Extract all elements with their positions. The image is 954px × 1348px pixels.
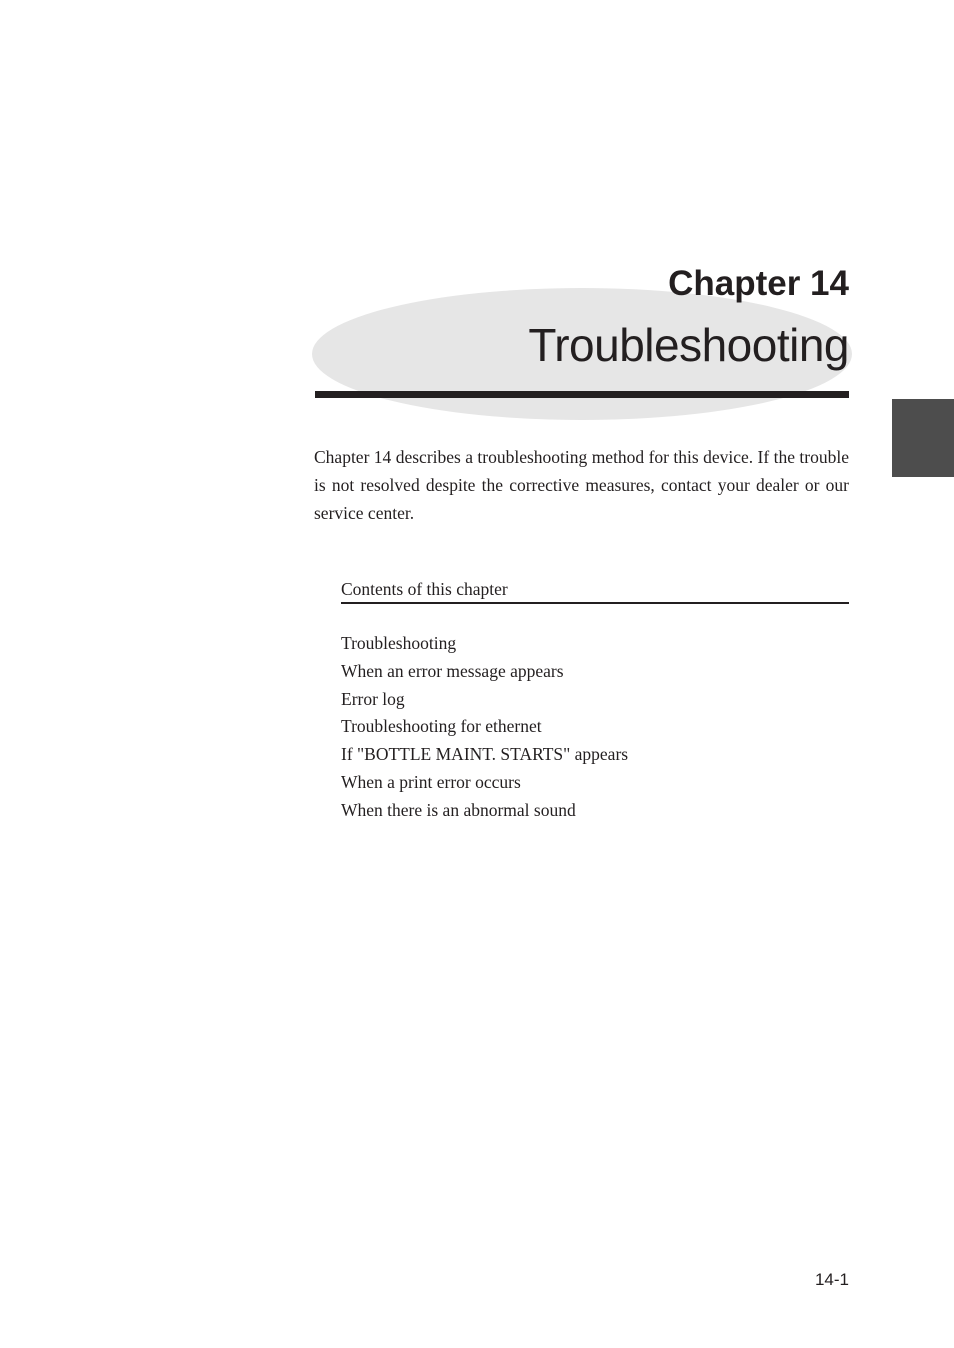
contents-heading: Contents of this chapter [341,577,849,604]
page-number: 14-1 [814,1270,849,1289]
contents-item[interactable]: When an error message appears [341,660,564,681]
contents-item[interactable]: When there is an abnormal sound [341,799,576,820]
chapter-title: Troubleshooting [528,319,849,371]
contents-item[interactable]: Error log [341,688,405,709]
chapter-thumb-tab [892,399,954,477]
contents-item[interactable]: When a print error occurs [341,771,521,792]
contents-item[interactable]: If "BOTTLE MAINT. STARTS" appears [341,744,629,765]
contents-list [341,630,628,825]
contents-item[interactable]: Troubleshooting for ethernet [341,716,542,737]
title-rule [315,391,849,398]
chapter-label: Chapter 14 [668,264,849,303]
chapter-intro: Chapter 14 describes a troubleshooting method for this device. If the trouble is not resolved despite the corrective measures, contact your dealer or our service center. [314,447,849,523]
contents-item[interactable]: Troubleshooting [341,633,457,653]
